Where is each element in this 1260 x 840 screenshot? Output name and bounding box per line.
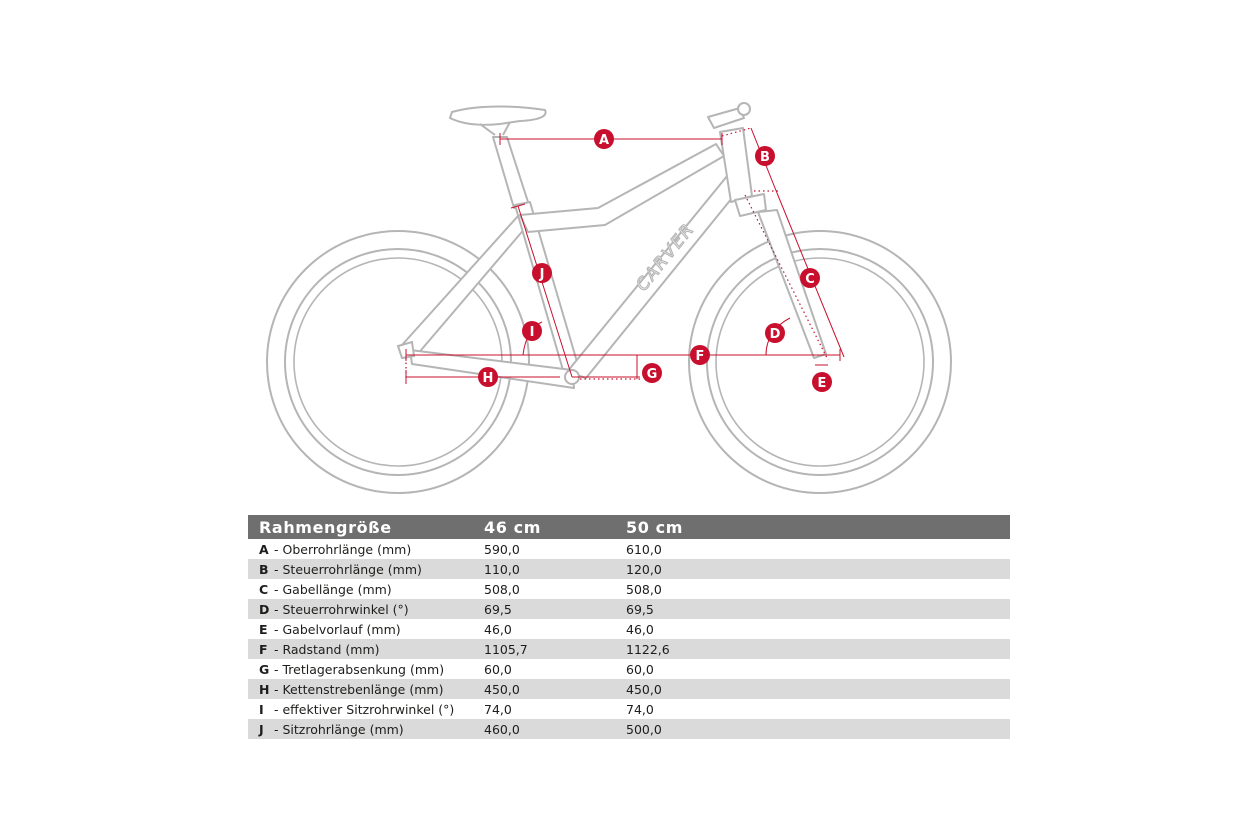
table-row: [248, 579, 1010, 599]
marker-h: [478, 367, 498, 387]
svg-text:G: G: [646, 367, 658, 382]
svg-text:J: J: [539, 267, 545, 282]
table-row: [248, 539, 1010, 559]
front-wheel: [689, 231, 951, 493]
row-letter: D: [259, 601, 270, 617]
row-letter: I: [259, 701, 264, 717]
row-value-46: 460,0: [484, 719, 626, 739]
row-letter: A: [259, 541, 269, 557]
marker-a: [594, 129, 614, 149]
row-value-46: 450,0: [484, 679, 626, 699]
row-letter: C: [259, 581, 269, 597]
row-letter: J: [259, 721, 264, 737]
row-value-46: 590,0: [484, 541, 520, 557]
row-value-46: 69,5: [484, 599, 626, 619]
table-row: [248, 659, 1010, 679]
header-frame-size: Rahmengröße: [248, 515, 484, 539]
row-value-46: 508,0: [484, 581, 520, 597]
marker-c: [800, 268, 820, 288]
brand-logo: CARVER: [632, 219, 700, 296]
row-value-50: 120,0: [626, 559, 1010, 579]
row-label: - Gabellänge (mm): [274, 581, 392, 597]
row-letter: G: [259, 661, 270, 677]
geometry-table: [248, 515, 1010, 739]
svg-text:F: F: [695, 349, 705, 364]
row-label: - Steuerrohrwinkel (°): [274, 601, 409, 617]
row-label: - Radstand (mm): [274, 641, 380, 657]
row-value-50: 1122,6: [626, 639, 1010, 659]
row-letter: B: [259, 561, 269, 577]
row-value-50: 610,0: [626, 541, 662, 557]
row-letter: H: [259, 681, 270, 697]
row-letter: F: [259, 641, 268, 657]
row-value-50: 508,0: [626, 581, 662, 597]
marker-i: [522, 321, 542, 341]
marker-f: [690, 345, 710, 365]
row-value-46: 110,0: [484, 559, 626, 579]
marker-g: [642, 363, 662, 383]
row-value-50: 450,0: [626, 679, 1010, 699]
svg-text:H: H: [482, 371, 494, 386]
table-row: [248, 599, 1010, 619]
svg-text:D: D: [769, 327, 781, 342]
bike-details: [398, 103, 750, 384]
row-value-50: 500,0: [626, 719, 1010, 739]
svg-text:A: A: [598, 133, 610, 148]
row-label: - effektiver Sitzrohrwinkel (°): [274, 701, 455, 717]
table-header-row: [248, 515, 1010, 539]
marker-d: [765, 323, 785, 343]
row-value-46: 1105,7: [484, 639, 626, 659]
table-row: [248, 699, 1010, 719]
svg-text:B: B: [760, 150, 770, 165]
row-value-46: 60,0: [484, 661, 512, 677]
header-size-50: 50 cm: [626, 515, 1010, 539]
row-label: - Oberrohrlänge (mm): [274, 541, 412, 557]
row-letter: E: [259, 621, 268, 637]
row-label: - Steuerrohrlänge (mm): [274, 561, 422, 577]
row-label: - Sitzrohrlänge (mm): [274, 721, 404, 737]
row-label: - Gabelvorlauf (mm): [274, 621, 401, 637]
row-label: - Tretlagerabsenkung (mm): [274, 661, 445, 677]
svg-text:I: I: [529, 325, 535, 340]
table-row: [248, 679, 1010, 699]
row-label: - Kettenstrebenlänge (mm): [274, 681, 444, 697]
table-row: [248, 719, 1010, 739]
marker-e: [812, 372, 832, 392]
row-value-50: 69,5: [626, 599, 1010, 619]
row-value-46: 46,0: [484, 621, 512, 637]
row-value-50: 46,0: [626, 621, 654, 637]
row-value-50: 74,0: [626, 701, 654, 717]
table-row: [248, 619, 1010, 639]
table-row: [248, 639, 1010, 659]
header-size-46: 46 cm: [484, 515, 626, 539]
svg-text:E: E: [817, 376, 827, 391]
table-row: [248, 559, 1010, 579]
row-value-46: 74,0: [484, 701, 512, 717]
marker-j: [532, 263, 552, 283]
marker-b: [755, 146, 775, 166]
svg-text:C: C: [805, 272, 815, 287]
row-value-50: 60,0: [626, 661, 654, 677]
